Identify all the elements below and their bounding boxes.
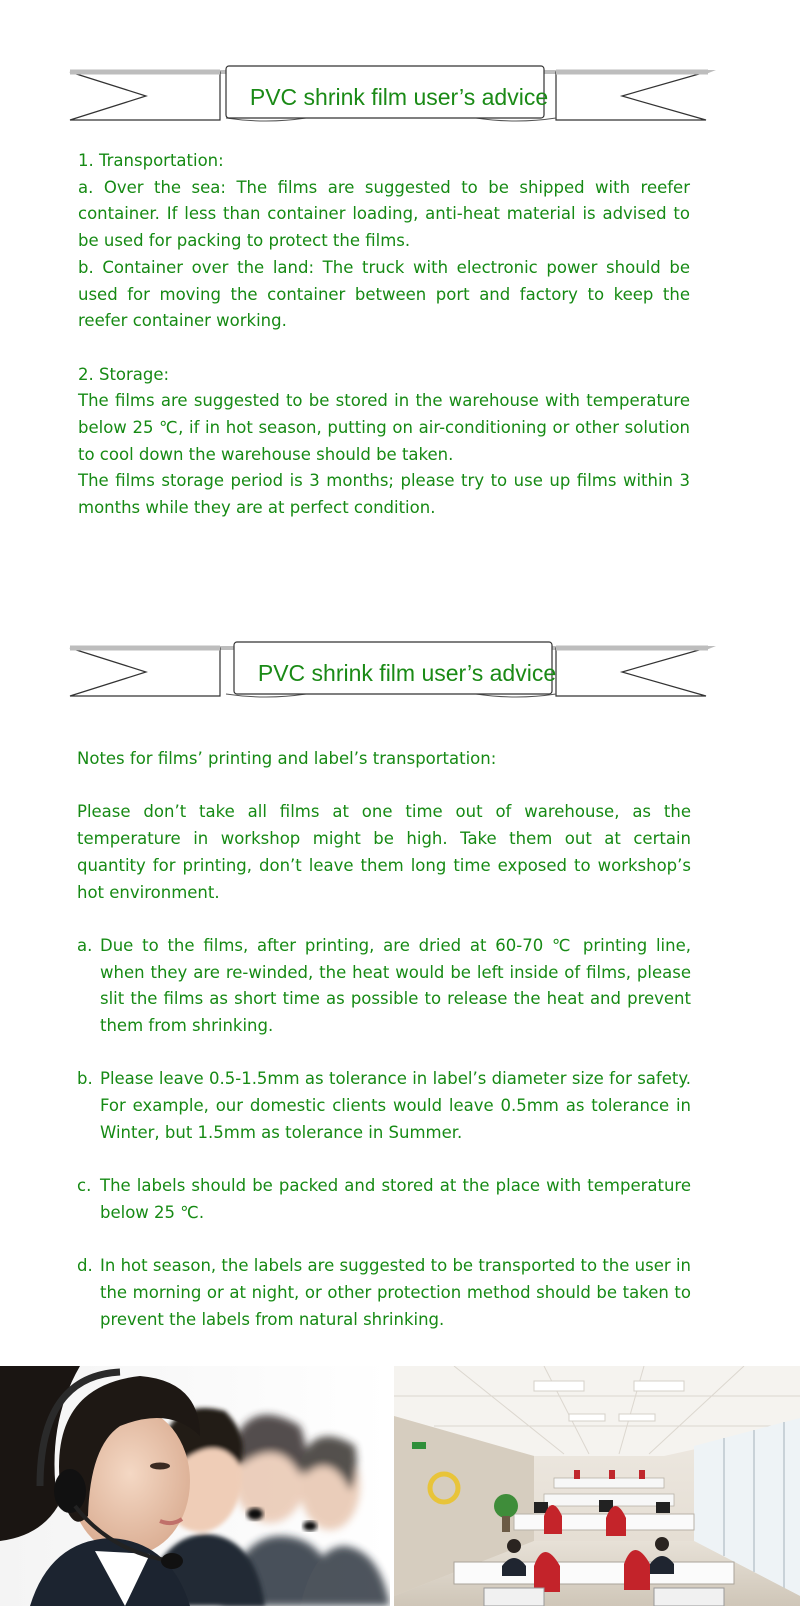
list-item-text: In hot season, the labels are suggested to be transported to the user in the morning or at night, or other protection method should be taken to prevent the labels from natural shrinking. — [100, 1256, 691, 1329]
list-item — [77, 1253, 691, 1333]
advice-text-1 — [78, 148, 690, 522]
list-marker: d. — [77, 1256, 93, 1276]
list-item-text: Please leave 0.5-1.5mm as tolerance in label’s diameter size for safety. For example, our domestic clients would leave 0.5mm as tolerance in Winter, but 1.5mm as tolerance in Summer. — [100, 1069, 691, 1142]
list-marker: c. — [77, 1176, 92, 1196]
notes-intro: Please don’t take all films at one time out of warehouse, as the temperature in workshop might be high. Take them out at certain quantity for printing, don’t leave them long time exposed to workshop’s hot environment. — [77, 802, 691, 902]
list-item-text: The labels should be packed and stored at the place with temperature below 25 ℃. — [100, 1176, 691, 1222]
ribbon-banner — [66, 634, 732, 704]
list-item — [77, 933, 691, 1040]
customer-service-photo — [0, 1366, 390, 1606]
paragraph-over-sea: a. Over the sea: The films are suggested to be shipped with reefer container. If less than container loading, anti-heat material is advised to be used for packing to protect the films. — [78, 177, 690, 251]
banner-title: PVC shrink film user’s advice — [257, 660, 557, 686]
paragraph-over-land: b. Container over the land: The truck with electronic power should be used for moving the container between port and factory to keep the reefer container working. — [78, 257, 690, 331]
advice-text-2 — [77, 746, 691, 1333]
list-marker: b. — [77, 1069, 93, 1089]
paragraph-storage-period: The films storage period is 3 months; please try to use up films within 3 months while they are at perfect condition. — [78, 471, 690, 518]
heading-transportation: 1. Transportation: — [78, 151, 224, 170]
list-item-text: Due to the films, after printing, are dried at 60-70 ℃ printing line, when they are re-winded, the heat would be left inside of films, please slit the films as short time as possible to release the heat and prevent them from shrinking. — [100, 935, 691, 1035]
office-interior-photo — [394, 1366, 800, 1606]
heading-storage: 2. Storage: — [78, 364, 170, 384]
paragraph-storage-temperature: The films are suggested to be stored in the warehouse with temperature below 25 ℃, if in hot season, putting on air-conditioning or other solution to cool down the warehouse should be taken. — [78, 391, 690, 464]
notes-heading: Notes for films’ printing and label’s transportation: — [77, 749, 497, 768]
banner-title: PVC shrink film user’s advice — [249, 84, 549, 110]
list-item — [77, 1066, 691, 1146]
list-marker: a. — [77, 935, 93, 955]
ribbon-banner — [66, 58, 732, 128]
list-item — [77, 1173, 691, 1226]
